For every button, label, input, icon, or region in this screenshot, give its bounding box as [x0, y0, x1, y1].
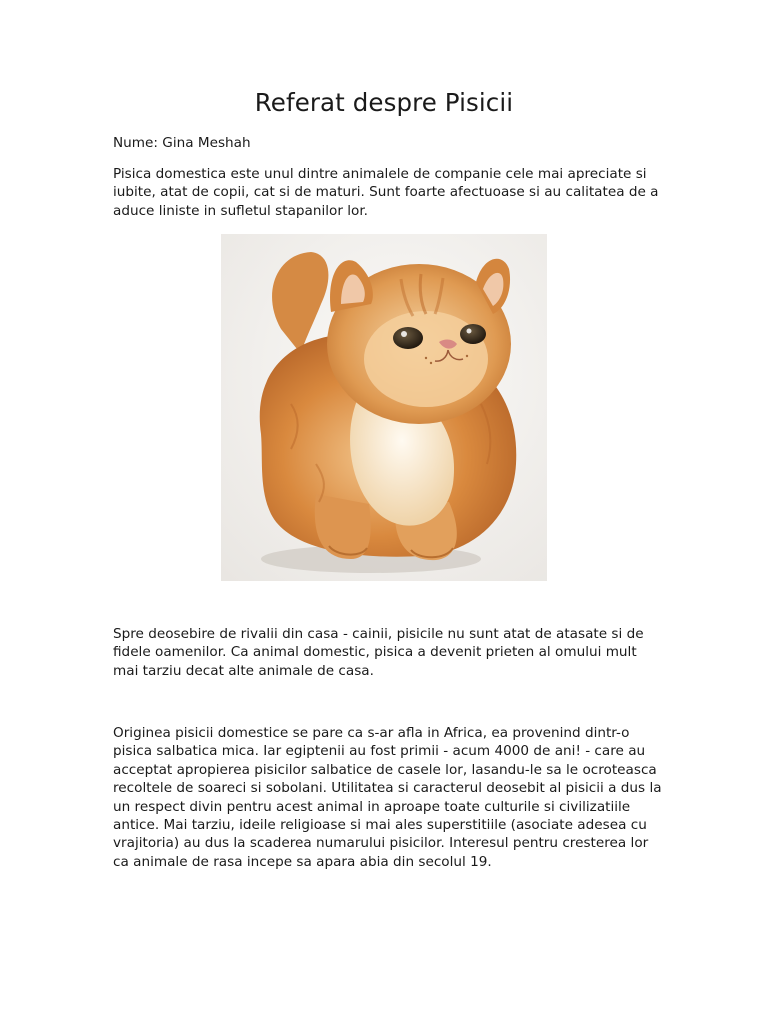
paragraph-origin: Originea pisicii domestice se pare ca s-ar afla in Africa, ea provenind dintr-o pisica salbatica mica. Iar egiptenii au fost primii - acum 4000 de ani! - care au acceptat apropierea pisicilor salbatice de casele lor, lasandu-le sa le ocroteasca recoltele de soareci si sobolani. Utilitatea si caracterul deosebit al pisicii a dus la un respect divin pentru acest animal in aproape toate culturile si civilizatiile antice. Mai tarziu, ideile religioase si mai ales superstitiile (asociate adesea cu vrajitoria) au dus la scaderea numarului pisicilor. Interesul pentru cresterea lor ca animale de rasa incepe sa apara abia din secolul 19. [113, 725, 662, 870]
paragraph-intro: Pisica domestica este unul dintre animalele de companie cele mai apreciate si iubite, atat de copii, cat si de maturi. Sunt foarte afectuoase si au calitatea de a aduce liniste in sufletul stapanilor lor. [113, 166, 659, 219]
kitten-illustration [221, 234, 547, 581]
document-title: Referat despre Pisicii [254, 88, 514, 117]
paragraph-rivals: Spre deosebire de rivalii din casa - cainii, pisicile nu sunt atat de atasate si de fidele oamenilor. Ca animal domestic, pisica a devenit prieten al omului mult mai tarziu decat alte animale de casa. [113, 626, 644, 679]
kitten-photo [221, 234, 547, 581]
author-line: Nume: Gina Meshah [113, 135, 251, 151]
